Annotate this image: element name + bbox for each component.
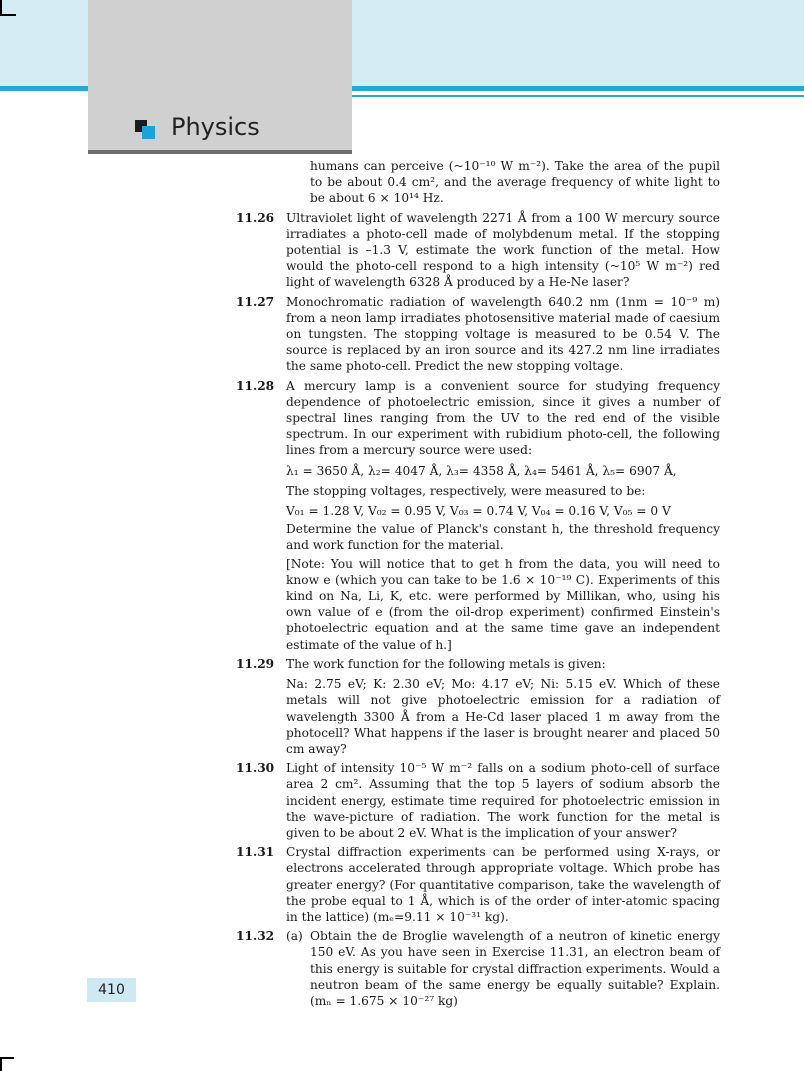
header-rule-secondary	[352, 95, 804, 97]
crop-mark-bottom-left	[0, 1057, 2, 1071]
exercise-11-29	[236, 656, 720, 757]
exercise-paragraph: The work function for the following metals is given:	[286, 656, 606, 671]
exercise-number: 11.31	[236, 845, 275, 860]
sub-question-a	[286, 928, 720, 1009]
exercise-number: 11.29	[236, 656, 275, 671]
exercise-11-30	[236, 760, 720, 841]
chapter-tab-rule	[88, 150, 352, 154]
crop-mark-top-left-h	[0, 14, 16, 16]
crop-mark-bottom-left-h	[0, 1057, 14, 1059]
exercise-paragraph: Obtain the de Broglie wavelength of a neutron of kinetic energy 150 eV. As you have seen in Exercise 11.31, an electron beam of this energy is suitable for crystal diffraction experiments. Would a neutron beam of the same energy be equally suitable? Explain. (mₙ = 1.675 × 10⁻²⁷ kg)	[310, 929, 720, 1008]
continuation-paragraph: humans can perceive (~10⁻¹⁰ W m⁻²). Take the area of the pupil to be about 0.4 cm², and the average frequency of white light to be about 6 × 10¹⁴ Hz.	[310, 159, 720, 206]
exercise-number: 11.32	[236, 929, 275, 944]
exercise-number: 11.26	[236, 210, 275, 225]
exercise-11-26	[236, 210, 720, 291]
page-number: 410	[87, 978, 136, 1002]
chapter-title: Physics	[171, 113, 260, 141]
exercise-paragraph: A mercury lamp is a convenient source for studying frequency dependence of photoelectric emission, since it gives a number of spectral lines ranging from the UV to the red end of the visible spectrum. In our experiment with rubidium photo-cell, the following lines from a mercury source were used:	[286, 378, 720, 458]
exercise-number: 11.30	[236, 761, 275, 776]
exercise-11-32	[236, 928, 720, 1009]
stopping-voltage-list: V₀₁ = 1.28 V, V₀₂ = 0.95 V, V₀₃ = 0.74 V, V₀₄ = 0.16 V, V₀₅ = 0 V	[286, 504, 671, 519]
exercise-11-31	[236, 844, 720, 925]
exercise-paragraph: Crystal diffraction experiments can be performed using X-rays, or electrons accelerated through appropriate voltage. Which probe has greater energy? (For quantitative comparison, take the wavelength of the probe equal to 1 Å, which is of the order of inter-atomic spacing in the lattice) (mₑ=9.11 × 10⁻³¹ kg).	[286, 845, 720, 924]
exercise-number: 11.28	[236, 378, 275, 393]
exercise-paragraph: The stopping voltages, respectively, were measured to be:	[286, 483, 646, 498]
chapter-logo-icon	[135, 120, 157, 140]
exercise-paragraph: Na: 2.75 eV; K: 2.30 eV; Mo: 4.17 eV; Ni: 5.15 eV. Which of these metals will not give photoelectric emission for a radiation of wavelength 3300 Å from a He-Cd laser placed 1 m away from the photocell? What happens if the laser is brought nearer and placed 50 cm away?	[286, 677, 720, 756]
exercise-paragraph: Monochromatic radiation of wavelength 640.2 nm (1nm = 10⁻⁹ m) from a neon lamp irradiates photosensitive material made of caesium on tungsten. The stopping voltage is measured to be 0.54 V. The source is replaced by an iron source and its 427.2 nm line irradiates the same photo-cell. Predict the new stopping voltage.	[286, 294, 720, 374]
exercise-11-28	[236, 378, 720, 653]
exercise-number: 11.27	[236, 294, 275, 309]
note-paragraph: [Note: You will notice that to get h from the data, you will need to know e (which you can take to be 1.6 × 10⁻¹⁹ C). Experiments of this kind on Na, Li, K, etc. were performed by Millikan, who, using his own value of e (from the oil-drop experiment) confirmed Einstein's photoelectric equation and at the same time gave an independent estimate of the value of h.]	[286, 556, 720, 652]
exercise-text	[236, 158, 720, 1009]
exercise-paragraph: Determine the value of Planck's constant h, the threshold frequency and work function for the material.	[286, 522, 720, 553]
exercise-paragraph: Light of intensity 10⁻⁵ W m⁻² falls on a sodium photo-cell of surface area 2 cm². Assuming that the top 5 layers of sodium absorb the incident energy, estimate time required for photoelectric emission in the wave-picture of radiation. The work function for the metal is given to be about 2 eV. What is the implication of your answer?	[286, 761, 720, 840]
sub-question-label: (a)	[286, 929, 303, 944]
wavelength-list: λ₁ = 3650 Å, λ₂= 4047 Å, λ₃= 4358 Å, λ₄= 5461 Å, λ₅= 6907 Å,	[286, 463, 677, 478]
exercise-11-27	[236, 294, 720, 375]
exercise-paragraph: Ultraviolet light of wavelength 2271 Å from a 100 W mercury source irradiates a photo-cell made of molybdenum metal. If the stopping potential is –1.3 V, estimate the work function of the metal. How would the photo-cell respond to a high intensity (~10⁵ W m⁻²) red light of wavelength 6328 Å produced by a He-Ne laser?	[286, 210, 720, 290]
